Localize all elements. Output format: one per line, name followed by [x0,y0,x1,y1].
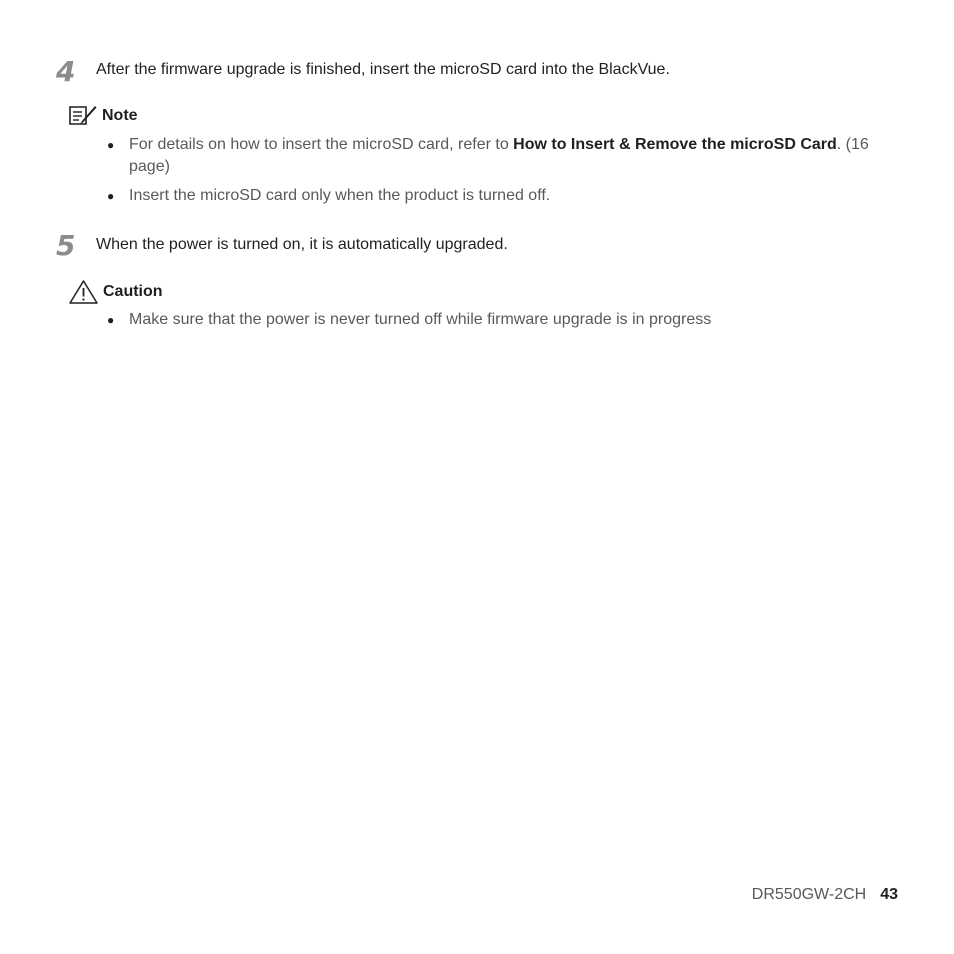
page-footer [752,886,898,904]
list-item-text: For details on how to insert the microSD card, refer to How to Insert & Remove the microSD Card. (16 page) [129,136,869,175]
step-number: 5 [56,229,76,262]
caution-heading [68,279,163,305]
bullet-icon: ● [107,189,115,203]
note-icon [68,104,98,128]
note-title: Note [102,107,138,124]
emphasis-text: How to Insert & Remove the microSD Card [513,136,837,153]
list-item [107,309,907,331]
note-heading [68,104,138,128]
model-name: DR550GW-2CH [751,886,867,903]
step-number: 4 [56,55,76,88]
bullet-icon: ● [107,313,115,327]
step-text: When the power is turned on, it is automatically upgraded. [96,236,508,253]
page-number: 43 [880,886,898,903]
warning-triangle-icon [68,279,99,305]
list-item-text: Make sure that the power is never turned off while firmware upgrade is in progress [129,311,712,328]
step-text: After the firmware upgrade is finished, insert the microSD card into the BlackVue. [96,61,670,78]
caution-title: Caution [103,283,163,300]
bullet-icon: ● [107,138,115,152]
list-item-text: Insert the microSD card only when the product is turned off. [129,187,551,204]
list-item [107,134,907,178]
list-item [107,185,907,207]
